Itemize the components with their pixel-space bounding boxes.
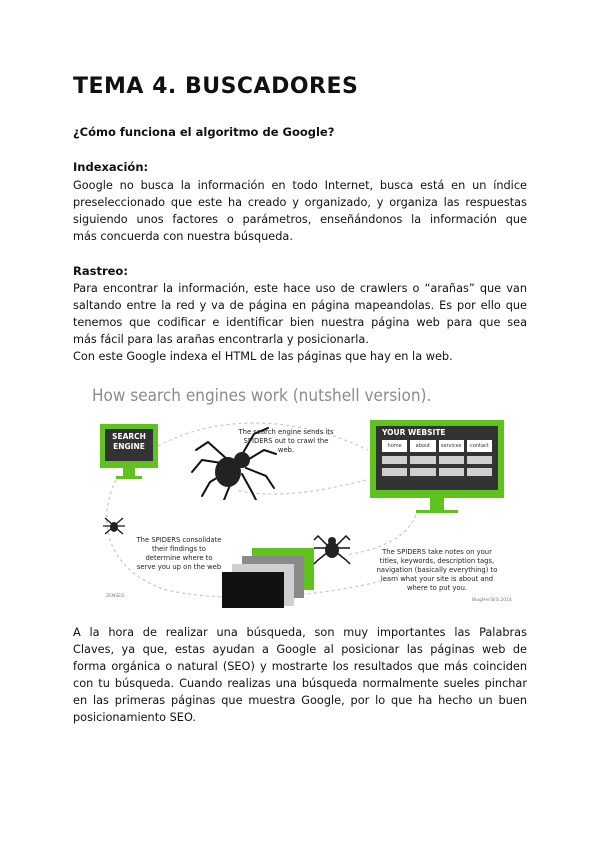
text-line: posicionamiento SEO. xyxy=(73,711,196,724)
text-line: preseleccionado que este ha creado y organizado, y organiza las respuestas xyxy=(73,196,527,209)
nav-contact: contact xyxy=(467,440,492,452)
text-line: saltando entre la red y va de página en página mapeandolas. Es por ello que xyxy=(73,299,527,312)
spiders-sent-caption: The search engine sends its SPIDERS out to crawl the web. xyxy=(238,428,334,454)
question-heading: ¿Cómo funciona el algoritmo de Google? xyxy=(73,125,335,139)
website-screen xyxy=(376,426,498,490)
text-line: más fácil para las arañas encontrarla y posicionarla. xyxy=(73,333,369,346)
website-monitor-stand xyxy=(430,498,444,510)
text-line: siguiendo unos factores o parámetros, enseñándonos la información que xyxy=(73,213,527,226)
text-line: A la hora de realizar una búsqueda, son muy importantes las Palabras xyxy=(73,626,527,639)
closing-paragraph xyxy=(73,624,527,726)
text-line: Google no busca la información en todo Internet, busca está en un índice xyxy=(73,179,527,192)
monitor-base xyxy=(116,476,142,479)
text-line: con tu búsqueda. Cuando realizas una búsqueda normalmente sueles pinchar xyxy=(73,677,527,690)
nav-about: about xyxy=(410,440,435,452)
credit-right: BlogHerSEO.2014 xyxy=(472,598,512,603)
website-content-row xyxy=(382,456,492,464)
search-engine-label: SEARCH ENGINE xyxy=(105,429,153,461)
infographic-title: How search engines work (nutshell version). xyxy=(92,386,432,406)
rastreo-heading: Rastreo: xyxy=(73,264,128,278)
spider-medium-icon xyxy=(312,530,352,566)
page-title: TEMA 4. BUSCADORES xyxy=(73,74,359,99)
spider-small-icon xyxy=(102,514,126,536)
website-monitor-base xyxy=(416,510,458,513)
text-line: forma orgánica o natural (SEO) y mostrarte los resultados que más coinciden xyxy=(73,660,527,673)
credit-left: ZENSEO xyxy=(106,594,125,599)
website-title: YOUR WEBSITE xyxy=(382,428,446,437)
text-line: en las primeras páginas que muestra Google, por lo que ha hecho un buen xyxy=(73,694,527,707)
search-engine-infographic xyxy=(76,380,526,610)
nav-home: home xyxy=(382,440,407,452)
monitor-stand xyxy=(123,468,135,476)
notes-caption: The SPIDERS take notes on your titles, keywords, description tags, navigation (basically everything) to learn what your site is about and where to put you. xyxy=(376,548,498,592)
nav-services: services xyxy=(439,440,464,452)
search-engine-monitor xyxy=(100,424,158,468)
consolidate-caption: The SPIDERS consolidate their findings to determine where to serve you up on the web xyxy=(136,536,222,571)
page-stack-black xyxy=(222,572,284,608)
website-monitor xyxy=(370,420,504,498)
text-line: tenemos que codificar e identificar bien nuestra página web para que sea xyxy=(73,316,527,329)
text-line: Con este Google indexa el HTML de las páginas que hay en la web. xyxy=(73,350,453,363)
text-line: más concuerda con nuestra búsqueda. xyxy=(73,230,293,243)
indexacion-paragraph xyxy=(73,177,527,245)
website-content-row xyxy=(382,468,492,476)
text-line: Para encontrar la información, este hace uso de crawlers o “arañas” que van xyxy=(73,282,527,295)
website-nav xyxy=(382,440,492,452)
rastreo-paragraph xyxy=(73,280,527,365)
text-line: Claves, ya que, estas ayudan a Google al posicionar las páginas web de xyxy=(73,643,527,656)
indexacion-heading: Indexación: xyxy=(73,160,149,174)
